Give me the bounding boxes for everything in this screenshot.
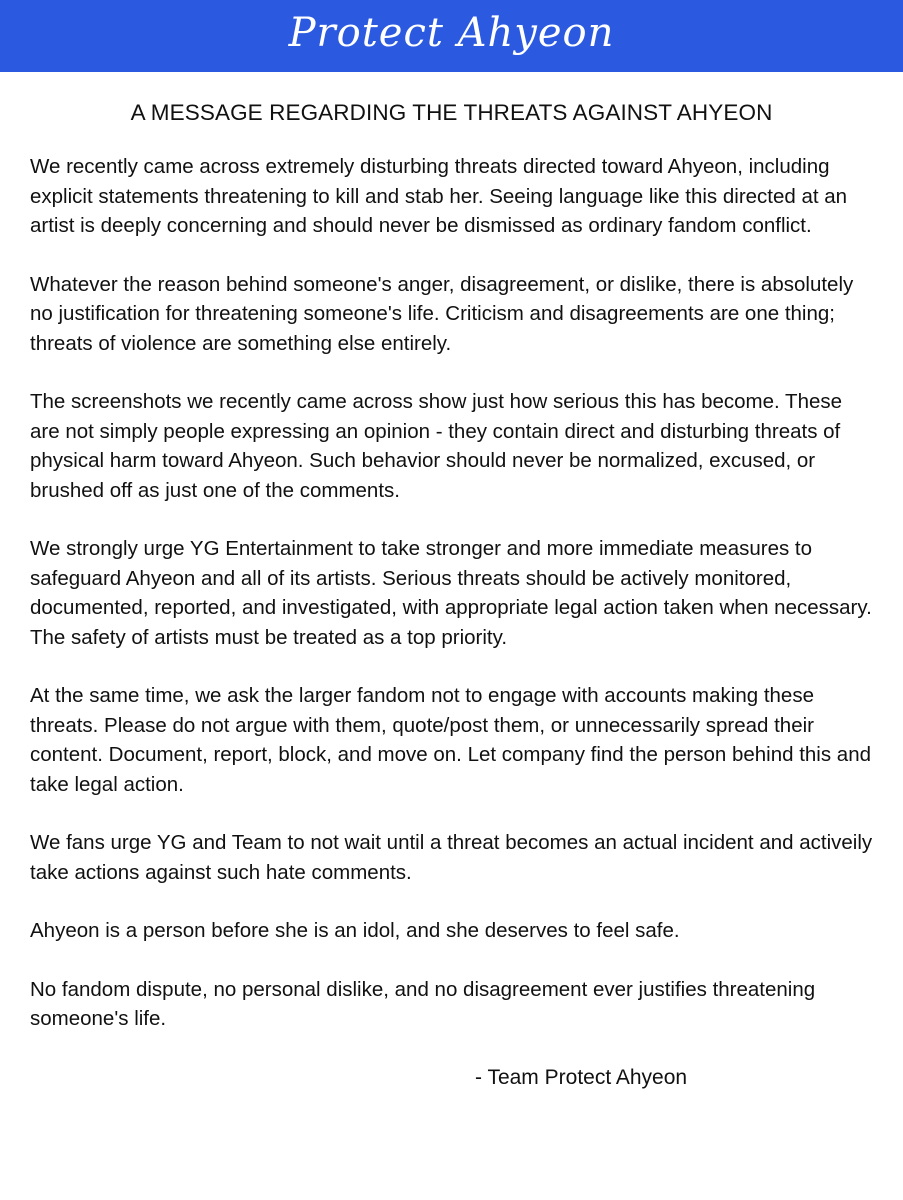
paragraph-2: Whatever the reason behind someone's anger, disagreement, or dislike, there is absolutely no justification for threatening someone's life. Criticism and disagreements are one thing; threats of violence are something else entirely. — [30, 272, 854, 355]
paragraph-5: At the same time, we ask the larger fandom not to engage with accounts making these threats. Please do not argue with them, quote/post them, or unnecessarily spread their content. Document, report, block, and move on. Let company find the person behind this and take legal action. — [30, 684, 872, 796]
paragraph-4: We strongly urge YG Entertainment to take stronger and more immediate measures to safeguard Ahyeon and all of its artists. Serious threats should be actively monitored, documented, reported, and investigated, with appropriate legal action taken when necessary. The safety of artists must be treated as a top priority. — [30, 537, 872, 649]
paragraph-8: No fandom dispute, no personal dislike, and no disagreement ever justifies threatening someone's life. — [30, 977, 816, 1030]
signature: - Team Protect Ahyeon — [475, 1065, 688, 1089]
paragraph-3: The screenshots we recently came across show just how serious this has become. These are not simply people expressing an opinion - they contain direct and disturbing threats of physical harm toward Ahyeon. Such behavior should never be normalized, excused, or brushed off as just one of the comments. — [30, 390, 843, 502]
header-banner — [0, 0, 903, 72]
message-heading: A MESSAGE REGARDING THE THREATS AGAINST AHYEON — [130, 100, 773, 125]
paragraph-1: We recently came across extremely disturbing threats directed toward Ahyeon, including explicit statements threatening to kill and stab her. Seeing language like this directed at an artist is deeply concerning and should never be dismissed as ordinary fandom conflict. — [30, 155, 848, 237]
paragraph-6: We fans urge YG and Team to not wait until a threat becomes an actual incident and activeily take actions against such hate comments. — [30, 831, 873, 884]
banner-title: Protect Ahyeon — [288, 10, 615, 56]
message-body — [0, 72, 903, 1093]
paragraph-7: Ahyeon is a person before she is an idol, and she deserves to feel safe. — [30, 919, 680, 942]
